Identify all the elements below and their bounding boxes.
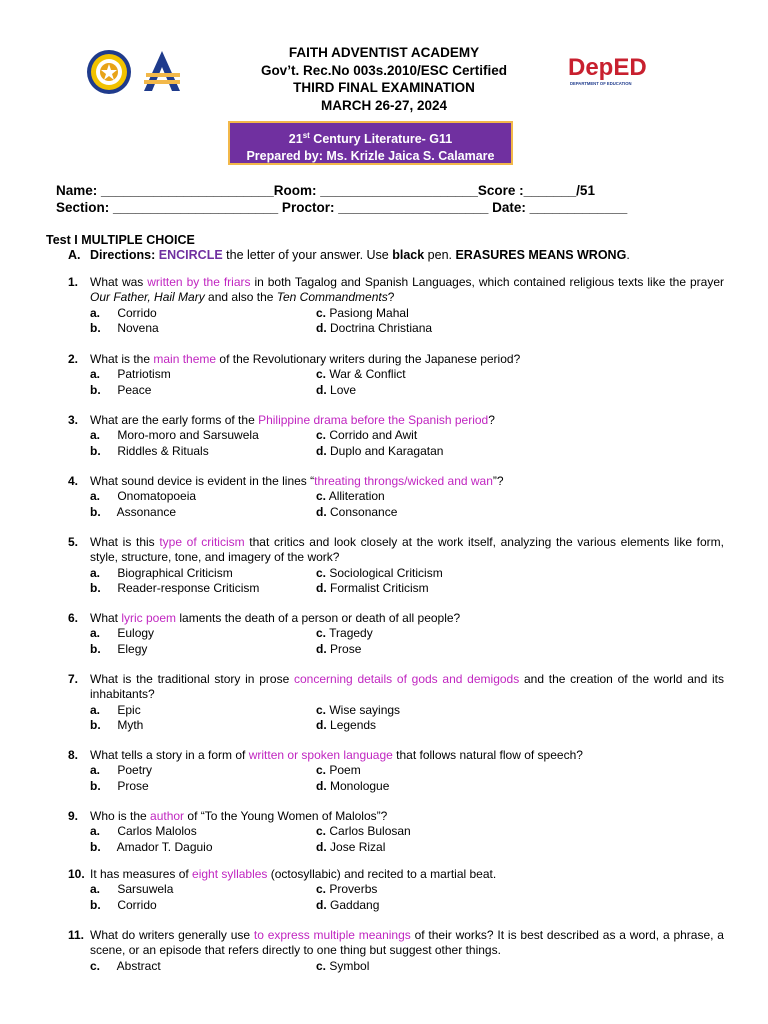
question-number: 10. (68, 867, 85, 881)
answer-option[interactable]: a. Corrido (90, 305, 157, 320)
question-item (68, 275, 724, 337)
answer-option[interactable]: c. Wise sayings (316, 702, 401, 717)
answer-options (90, 306, 724, 337)
recognition-line: Gov’t. Rec.No 003s.2010/ESC Certified (260, 62, 508, 78)
question-text: What is the traditional story in prose concerning details of gods and demigods and the creation of the world and its inhabitants? (90, 672, 724, 702)
question-number: 7. (68, 672, 79, 686)
question-text: What was written by the friars in both Tagalog and Spanish Languages, which contained religious texts like the prayer Our Father, Hail Mary and also the Ten Commandments? (90, 275, 725, 305)
answer-options (90, 703, 724, 734)
answer-option[interactable]: b. Assonance (90, 504, 177, 519)
answer-option[interactable]: c. Pasiong Mahal (316, 305, 409, 320)
answer-option[interactable]: a. Epic (90, 702, 141, 717)
answer-option[interactable]: b. Riddles & Rituals (90, 443, 209, 458)
answer-options (90, 763, 724, 794)
answer-options (90, 428, 724, 459)
directions: A. Directions: ENCIRCLE the letter of your answer. Use black pen. ERASURES MEANS WRONG. (68, 248, 630, 262)
answer-option[interactable]: a. Onomatopoeia (90, 489, 197, 504)
prepared-by: Prepared by: Ms. Krizle Jaica S. Calamare (246, 149, 495, 164)
answer-option[interactable]: d. Jose Rizal (316, 839, 386, 854)
question-item (68, 748, 724, 794)
question-text: What are the early forms of the Philippine drama before the Spanish period? (90, 413, 495, 427)
answer-options (90, 489, 724, 520)
answer-option[interactable]: d. Love (316, 382, 357, 397)
answer-option[interactable]: c. Symbol (316, 958, 370, 973)
question-text: What is the main theme of the Revolutionary writers during the Japanese period? (90, 352, 521, 366)
answer-option[interactable]: d. Doctrina Christiana (316, 321, 433, 336)
answer-option[interactable]: c. Poem (316, 763, 361, 778)
question-number: 9. (68, 809, 79, 823)
answer-options (90, 882, 724, 913)
question-item (68, 474, 724, 520)
question-number: 2. (68, 352, 79, 366)
answer-option[interactable]: b. Myth (90, 718, 144, 733)
student-info-line-1[interactable]: Name: _______________________Room: _____________________Score :_______/51 (56, 183, 595, 198)
answer-options (90, 566, 724, 597)
question-item (68, 535, 724, 597)
answer-option[interactable]: a. Eulogy (90, 626, 155, 641)
question-text: What is this type of criticism that critics and look closely at the work itself, analyzing the various elements like form, style, structure, tone, and imagery of the work? (90, 535, 724, 565)
answer-options (90, 824, 724, 855)
answer-option[interactable]: c. Sociological Criticism (316, 565, 443, 580)
question-text: What sound device is evident in the lines “threating throngs/wicked and wan”? (90, 474, 504, 488)
course-title: 21st Century Literature- G11 (288, 131, 453, 147)
answer-option[interactable]: d. Consonance (316, 504, 398, 519)
answer-options (90, 367, 724, 398)
answer-option[interactable]: d. Formalist Criticism (316, 581, 429, 596)
svg-text:DEPARTMENT OF EDUCATION: DEPARTMENT OF EDUCATION (570, 81, 632, 86)
answer-options (90, 959, 724, 990)
answer-option[interactable]: b. Reader-response Criticism (90, 581, 260, 596)
question-text: Who is the author of “To the Young Women of Malolos”? (90, 809, 388, 823)
question-text: What lyric poem laments the death of a person or death of all people? (90, 611, 461, 625)
question-item (68, 867, 724, 913)
question-text: What do writers generally use to express multiple meanings of their works? It is best described as a word, a phrase, a scene, or an episode that refers directly to one thing but suggest other things. (90, 928, 724, 958)
answer-option[interactable]: d. Gaddang (316, 897, 380, 912)
answer-option[interactable]: b. Novena (90, 321, 159, 336)
answer-option[interactable]: c. War & Conflict (316, 367, 406, 382)
answer-option[interactable]: b. Peace (90, 382, 152, 397)
answer-option[interactable]: b. Prose (90, 778, 149, 793)
answer-option[interactable]: c. Alliteration (316, 489, 385, 504)
answer-option[interactable]: a. Moro-moro and Sarsuwela (90, 428, 259, 443)
answer-options (90, 626, 724, 657)
question-item (68, 928, 724, 990)
question-text: What tells a story in a form of written or spoken language that follows natural flow of speech? (90, 748, 583, 762)
answer-option[interactable]: d. Prose (316, 641, 362, 656)
exam-title: THIRD FINAL EXAMINATION (293, 80, 475, 95)
school-name: FAITH ADVENTIST ACADEMY (288, 45, 480, 60)
answer-option[interactable]: c. Corrido and Awit (316, 428, 418, 443)
question-item (68, 809, 724, 855)
course-banner (228, 121, 513, 165)
answer-option[interactable]: c. Tragedy (316, 626, 373, 641)
answer-option[interactable]: a. Carlos Malolos (90, 824, 197, 839)
question-number: 6. (68, 611, 79, 625)
exam-date: MARCH 26-27, 2024 (320, 97, 448, 113)
answer-option[interactable]: b. Elegy (90, 641, 148, 656)
answer-option[interactable]: a. Patriotism (90, 367, 171, 382)
question-number: 11. (68, 928, 85, 942)
answer-option[interactable]: b. Amador T. Daguio (90, 839, 213, 854)
question-text: It has measures of eight syllables (octosyllabic) and recited to a martial beat. (90, 867, 497, 881)
answer-option[interactable]: c. Carlos Bulosan (316, 824, 411, 839)
answer-option[interactable]: a. Biographical Criticism (90, 565, 233, 580)
question-item (68, 672, 724, 734)
answer-option[interactable]: a. Poetry (90, 763, 153, 778)
document-header (0, 44, 768, 114)
answer-option[interactable]: b. Corrido (90, 897, 157, 912)
answer-option[interactable]: d. Duplo and Karagatan (316, 443, 444, 458)
question-number: 8. (68, 748, 79, 762)
question-number: 5. (68, 535, 79, 549)
answer-option[interactable]: a. Sarsuwela (90, 882, 174, 897)
student-info-line-2[interactable]: Section: ______________________ Proctor: ____________________ Date: _____________ (56, 200, 628, 215)
question-number: 1. (68, 275, 79, 289)
question-number: 3. (68, 413, 79, 427)
question-item (68, 352, 724, 398)
answer-option[interactable]: c. Abstract (90, 958, 161, 973)
answer-option[interactable]: d. Legends (316, 718, 377, 733)
answer-option[interactable]: c. Proverbs (316, 882, 378, 897)
answer-option[interactable]: d. Monologue (316, 778, 390, 793)
question-item (68, 413, 724, 459)
svg-text:DepED: DepED (568, 54, 647, 81)
question-item (68, 611, 724, 657)
test-title: Test I MULTIPLE CHOICE (46, 233, 195, 247)
question-number: 4. (68, 474, 79, 488)
